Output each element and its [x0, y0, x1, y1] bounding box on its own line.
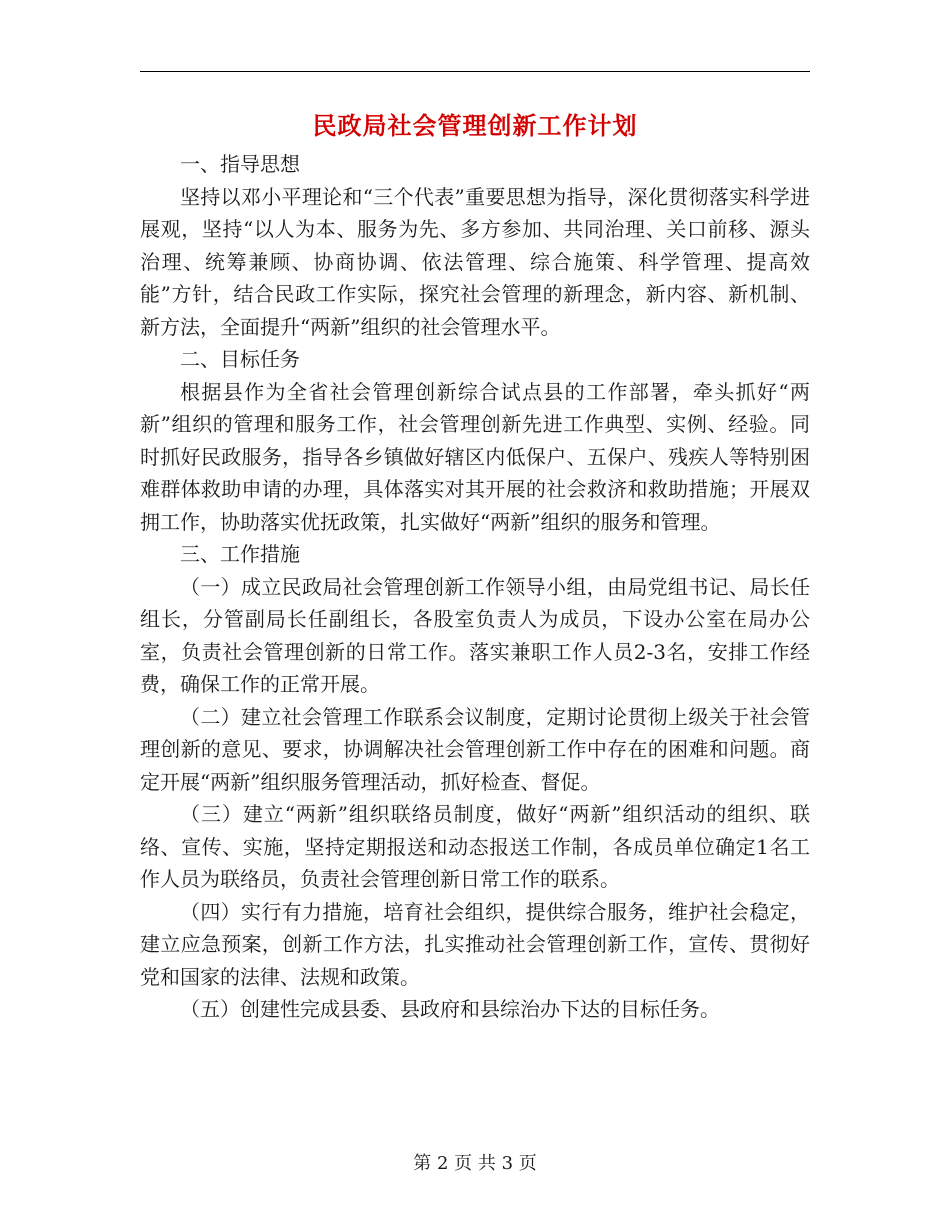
section-heading-measures: 三、工作措施 — [180, 542, 300, 566]
document-body — [140, 148, 810, 1026]
paragraph-objectives: 根据县作为全省社会管理创新综合试点县的工作部署，牵头抓好“两新”组织的管理和服务工作，社会管理创新先进工作典型、实例、经验。同时抓好民政服务，指导各乡镇做好辖区内低保户、五保户、残疾人等特别困难群体救助申请的办理，具体落实对其开展的社会救济和救助措施；开展双拥工作，协助落实优抚政策，扎实做好“两新”组织的服务和管理。 — [140, 379, 810, 534]
document-title: 民政局社会管理创新工作计划 — [312, 112, 638, 140]
section-heading-objectives: 二、目标任务 — [180, 347, 300, 371]
header-rule — [140, 71, 810, 72]
paragraph-measure-5: （五）创建性完成县委、县政府和县综治办下达的目标任务。 — [180, 997, 720, 1021]
paragraph-measure-4: （四）实行有力措施，培育社会组织，提供综合服务，维护社会稳定，建立应急预案，创新工作方法，扎实推动社会管理创新工作，宣传、贯彻好党和国家的法律、法规和政策。 — [140, 899, 810, 989]
page-number-footer: 第 2 页 共 3 页 — [413, 1153, 537, 1174]
paragraph-measure-1: （一）成立民政局社会管理创新工作领导小组，由局党组书记、局长任组长，分管副局长任副组长，各股室负责人为成员，下设办公室在局办公室，负责社会管理创新的日常工作。落实兼职工作人员2-3名，安排工作经费，确保工作的正常开展。 — [140, 574, 810, 696]
section-heading-guiding-ideology: 一、指导思想 — [180, 152, 300, 176]
paragraph-measure-2: （二）建立社会管理工作联系会议制度，定期讨论贯彻上级关于社会管理创新的意见、要求，协调解决社会管理创新工作中存在的困难和问题。商定开展“两新”组织服务管理活动，抓好检查、督促。 — [140, 704, 810, 794]
paragraph-measure-3: （三）建立“两新”组织联络员制度，做好“两新”组织活动的组织、联络、宣传、实施，坚持定期报送和动态报送工作制，各成员单位确定1名工作人员为联络员，负责社会管理创新日常工作的联系。 — [140, 802, 810, 891]
paragraph-guiding-ideology: 坚持以邓小平理论和“三个代表”重要思想为指导，深化贯彻落实科学进展观，坚持“以人为本、服务为先、多方参加、共同治理、关口前移、源头治理、统筹兼顾、协商协调、依法管理、综合施策、科学管理、提高效能”方针，结合民政工作实际，探究社会管理的新理念，新内容、新机制、新方法，全面提升“两新”组织的社会管理水平。 — [140, 184, 810, 339]
